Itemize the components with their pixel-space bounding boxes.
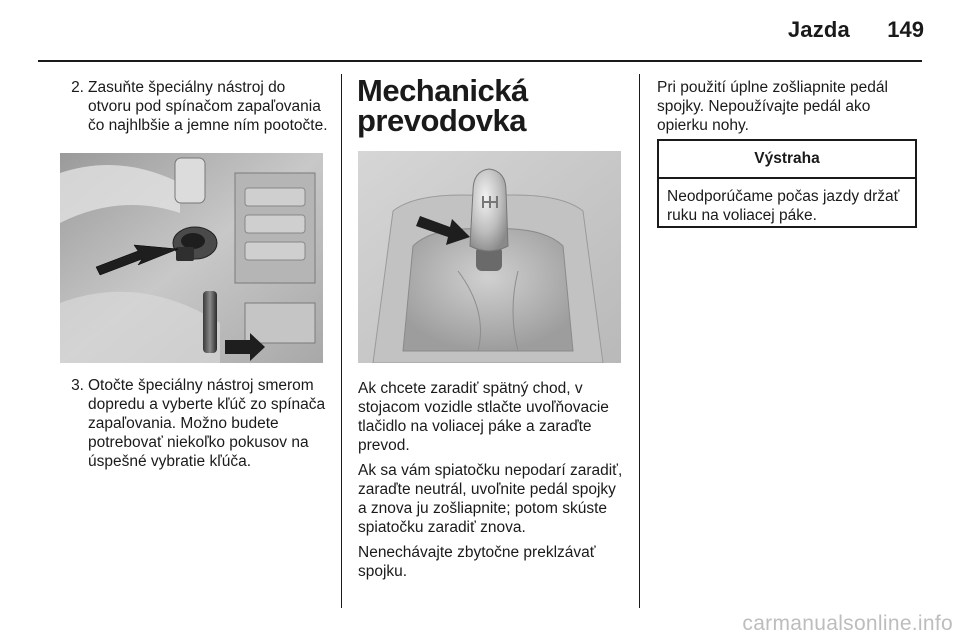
instruction-step-3 bbox=[60, 376, 330, 471]
paragraph-reverse-gear: Ak chcete zaradiť spätný chod, v stojacom vozidle stlačte uvoľňovacie tlačidlo na voliacej páke a zaraďte prevod. bbox=[358, 380, 609, 454]
watermark: carmanualsonline.info bbox=[742, 612, 953, 635]
step-text: Otočte špeciálny nástroj smerom dopredu a vyberte kľúč zo spínača zapaľovania. Možno budete potrebovať niekoľko pokusov na úspešné vybratie kľúča. bbox=[88, 377, 326, 470]
header-divider bbox=[38, 60, 922, 62]
warning-title: Výstraha bbox=[659, 141, 915, 179]
warning-text: Neodporúčame počas jazdy držať ruku na voliacej páke. bbox=[667, 188, 900, 224]
page-section-title: Jazda bbox=[787, 17, 850, 42]
column-divider-left bbox=[341, 74, 342, 608]
section-heading-line1: Mechanická bbox=[357, 73, 528, 108]
gearbox-instructions bbox=[358, 379, 628, 587]
section-heading bbox=[357, 73, 627, 138]
paragraph-clutch-slip: Nenechávajte zbytočne preklzávať spojku. bbox=[358, 544, 596, 580]
paragraph-clutch-pedal: Pri použití úplne zošliapnite pedál spojky. Nepoužívajte pedál ako opierku nohy. bbox=[657, 79, 888, 134]
section-heading-line2: prevodovka bbox=[357, 103, 527, 138]
gear-lever-svg bbox=[358, 151, 621, 363]
step-text: Zasuňte špeciálny nástroj do otvoru pod spínačom zapaľovania čo najhlbšie a jemne ním pootočte. bbox=[88, 79, 328, 134]
ignition-illustration-svg bbox=[60, 153, 323, 363]
warning-box bbox=[657, 139, 917, 228]
instruction-step-2 bbox=[60, 78, 330, 135]
step-number: 2. bbox=[71, 79, 84, 96]
paragraph-reverse-retry: Ak sa vám spiatočku nepodarí zaradiť, zaraďte neutrál, uvoľnite pedál spojky a znova ju zošliapnite; potom skúste spiatočku zaradiť znova. bbox=[358, 462, 623, 536]
column-divider-right bbox=[639, 74, 640, 608]
ignition-key-removal-illustration bbox=[60, 153, 323, 363]
gear-lever-illustration bbox=[358, 151, 621, 363]
step-number: 3. bbox=[71, 377, 84, 394]
clutch-usage-text bbox=[657, 78, 919, 141]
page-number: 149 bbox=[887, 17, 924, 42]
